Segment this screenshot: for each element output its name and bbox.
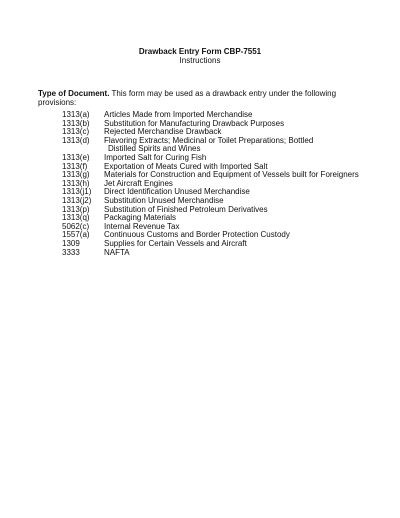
- provision-description: [104, 137, 313, 154]
- provision-code: 3333: [62, 247, 80, 257]
- provision-description-line: Continuous Customs and Border Protection Custody: [104, 230, 290, 240]
- provision-code: 1313(f): [62, 161, 88, 171]
- provision-description-line: Rejected Merchandise Drawback: [104, 127, 222, 137]
- provision-code: 1557(a): [62, 230, 90, 240]
- provision-row: [0, 240, 400, 249]
- provision-description-line: Flavoring Extracts; Medicinal or Toilet Preparations; Bottled: [104, 135, 314, 145]
- provision-code: 1313(j1): [62, 187, 92, 197]
- document-subtitle: Instructions: [179, 56, 221, 65]
- provision-description-line: Imported Salt for Curing Fish: [104, 152, 207, 162]
- provisions-list: [0, 111, 400, 257]
- provision-code: 1313(q): [62, 213, 90, 223]
- provision-description-line: Substitution for Manufacturing Drawback Purposes: [104, 118, 285, 128]
- intro-label: Type of Document.: [38, 89, 110, 98]
- provision-description-line: Articles Made from Imported Merchandise: [104, 110, 253, 119]
- provision-code: 1313(d): [62, 135, 90, 145]
- provision-row: [0, 249, 400, 258]
- provision-code: 1313(a): [62, 110, 90, 119]
- provision-description-line: Packaging Materials: [104, 213, 177, 223]
- provision-description-continued: Distilled Spirits and Wines: [108, 144, 201, 154]
- provision-description-line: Exportation of Meats Cured with Imported Salt: [104, 161, 268, 171]
- provision-description-line: Direct Identification Unused Merchandise: [104, 187, 250, 197]
- provision-description-line: Jet Aircraft Engines: [104, 178, 173, 188]
- provision-description: [104, 249, 130, 258]
- intro-text-continued: provisions:: [38, 98, 77, 107]
- provision-description-line: Internal Revenue Tax: [104, 221, 180, 231]
- provision-row: [0, 214, 400, 223]
- provision-code: 5062(c): [62, 221, 90, 231]
- intro-paragraph: [38, 89, 368, 107]
- provision-code: 1313(h): [62, 178, 90, 188]
- intro-text: This form may be used as a drawback entry under the following: [109, 89, 337, 98]
- provision-row: [0, 171, 400, 180]
- provision-description-line: Materials for Construction and Equipment of Vessels built for Foreigners: [104, 170, 359, 180]
- provision-code: 1309: [62, 238, 80, 248]
- provision-row: [0, 137, 400, 154]
- provision-code: 1313(b): [62, 118, 90, 128]
- provision-description-line: NAFTA: [104, 247, 130, 257]
- provision-description-line: Substitution of Finished Petroleum Derivatives: [104, 204, 268, 214]
- provision-code: 1313(j2): [62, 195, 92, 205]
- document-title: Drawback Entry Form CBP-7551: [138, 47, 262, 56]
- provision-code: 1313(c): [62, 127, 90, 137]
- provision-code: 1313(e): [62, 152, 90, 162]
- provision-code: 1313(g): [62, 170, 90, 180]
- provision-row: [0, 206, 400, 215]
- provision-description-line: Substitution Unused Merchandise: [104, 195, 224, 205]
- provision-description-line: Supplies for Certain Vessels and Aircraft: [104, 238, 247, 248]
- provision-code: 1313(p): [62, 204, 90, 214]
